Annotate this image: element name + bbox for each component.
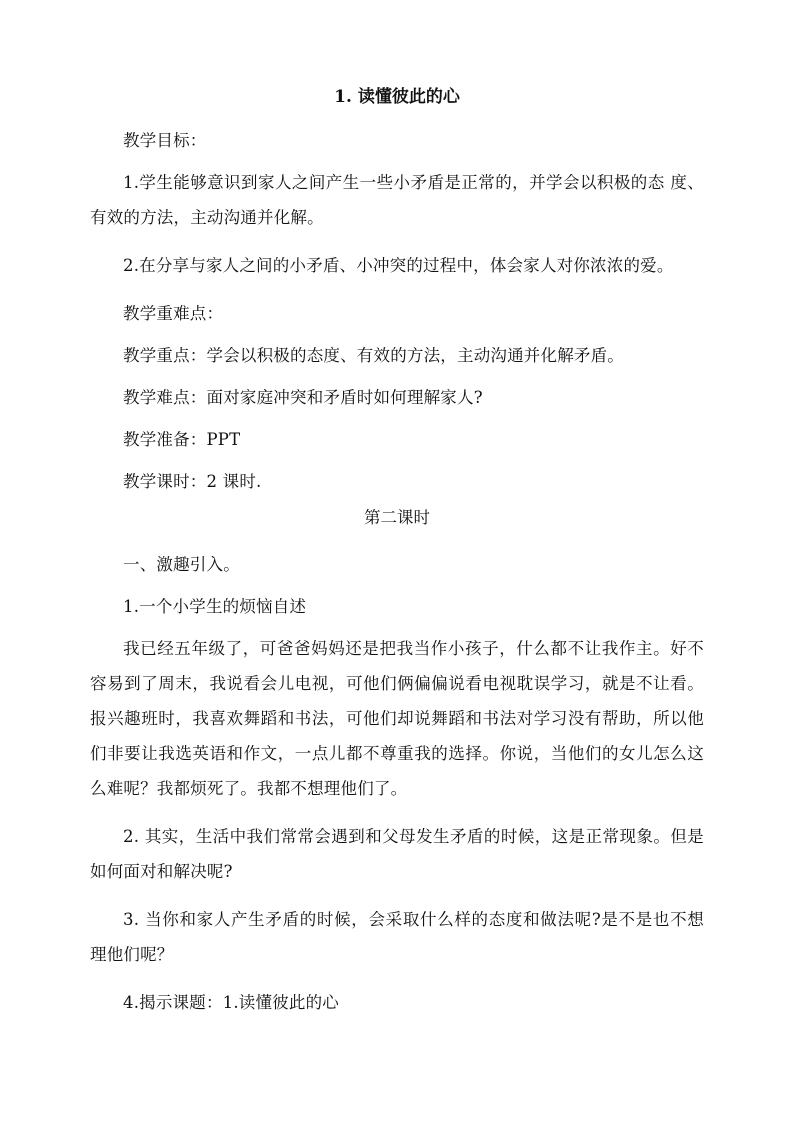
item-3: 3. 当你和家人产生矛盾的时候，会采取什么样的态度和做法呢?是不是也不想理他们呢？	[90, 910, 704, 964]
teaching-preparation: 教学准备：PPT	[123, 430, 241, 449]
item-4: 4.揭示课题：1.读懂彼此的心	[123, 993, 339, 1012]
item-2: 2. 其实，生活中我们常常会遇到和父母发生矛盾的时候，这是正常现象。但是如何面对和解决呢?	[90, 827, 704, 881]
key-point: 教学重点：学会以积极的态度、有效的方法，主动沟通并化解矛盾。	[123, 346, 624, 365]
item-1: 1.一个小学生的烦恼自述	[123, 597, 307, 616]
document-title: 1. 读懂彼此的心	[334, 87, 460, 107]
difficult-point: 教学难点：面对家庭冲突和矛盾时如何理解家人?	[123, 388, 483, 407]
goal-1: 1.学生能够意识到家人之间产生一些小矛盾是正常的，并学会以积极的态 度、有效的方法，主动沟通并化解。	[90, 173, 704, 227]
story-paragraph: 我已经五年级了，可爸爸妈妈还是把我当作小孩子，什么都不让我作主。好不容易到了周末，我说看会儿电视，可他们俩偏偏说看电视耽误学习，就是不让看。报兴趣班时，我喜欢舞蹈和书法，可他们却说舞蹈和书法对学习没有帮助，所以他们非要让我选英语和作文，一点儿都不尊重我的选择。你说，当他们的女儿怎么这么难呢？我都烦死了。我都不想理他们了。	[90, 639, 704, 798]
teaching-periods: 教学课时：2 课时.	[123, 472, 262, 491]
part-1-heading: 一、激趣引入。	[123, 555, 240, 574]
goal-2: 2.在分享与家人之间的小矛盾、小冲突的过程中，体会家人对你浓浓的爱。	[123, 256, 674, 275]
key-heading: 教学重难点：	[123, 304, 224, 323]
goals-heading: 教学目标：	[123, 131, 207, 150]
section-title: 第二课时	[364, 508, 430, 527]
